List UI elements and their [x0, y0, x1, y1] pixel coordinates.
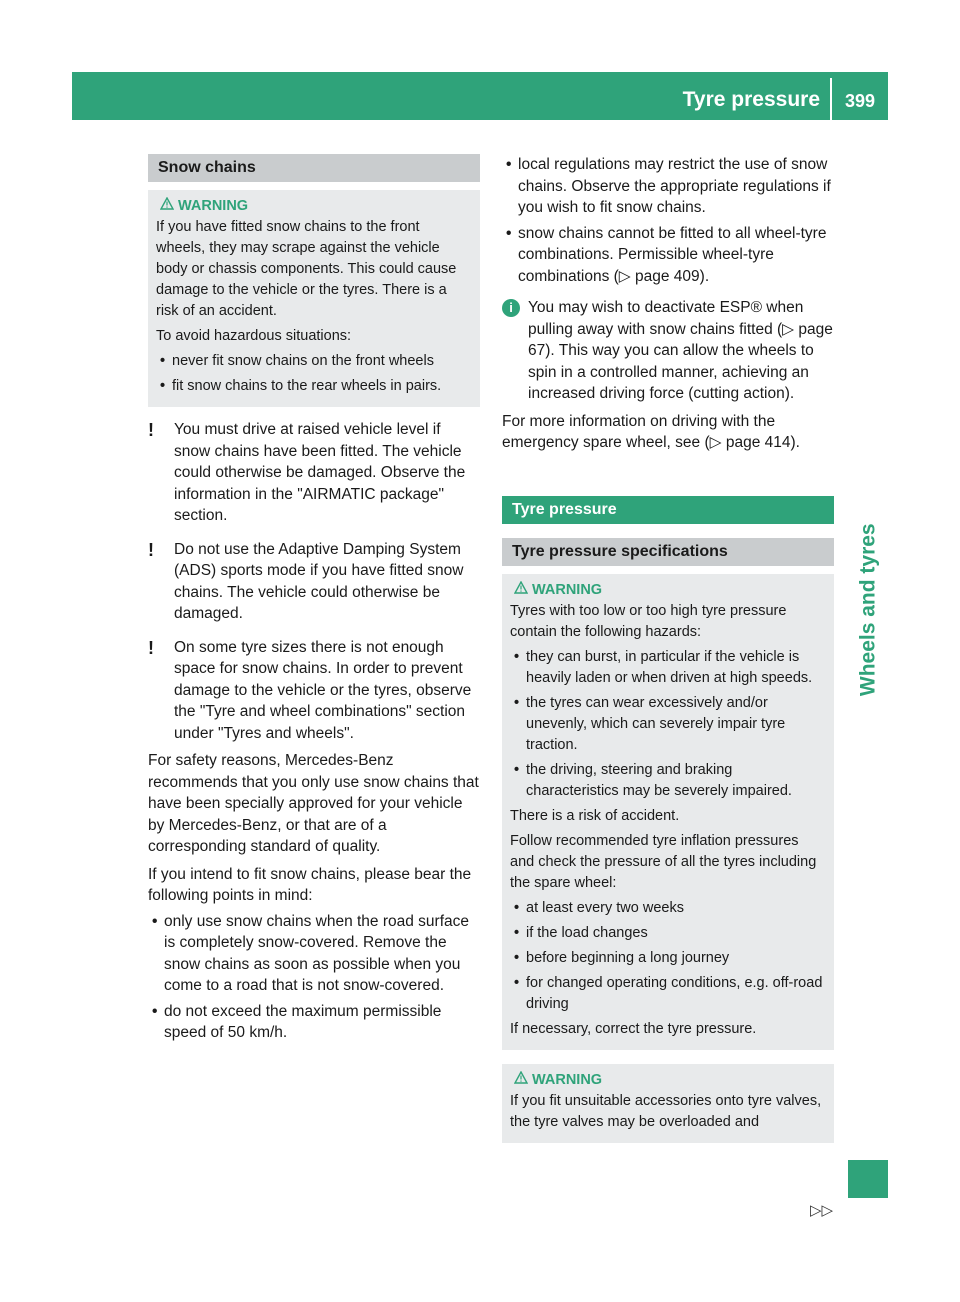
body-paragraph: For safety reasons, Mercedes-Benz recommends that you only use snow chains that have been specially approved for your vehicle by Mercedes-Benz, or that are of a corresponding standard of quality. — [148, 752, 479, 855]
warning-triangle-icon — [514, 1070, 532, 1091]
warning-bullet: • at least every two weeks — [510, 898, 826, 919]
exclamation-icon: ! — [148, 637, 154, 658]
warning-bullet: • never fit snow chains on the front wheels — [156, 351, 472, 372]
body-paragraph: If you intend to fit snow chains, please bear the following points in mind: — [148, 865, 472, 904]
list-item: • local regulations may restrict the use of snow chains. Observe the appropriate regulations if you wish to fit snow chains. — [502, 154, 834, 219]
warning-title — [510, 580, 826, 601]
warning-text: If you have fitted snow chains to the front wheels, they may scrape against the vehicle body or chassis components. This could cause damage to the vehicle or the tyres. There is a risk of an accident. — [156, 219, 457, 319]
page-title: Tyre pressure — [682, 88, 820, 111]
exclamation-icon: ! — [148, 539, 154, 560]
caution-note — [148, 637, 480, 745]
warning-label: WARNING — [178, 198, 249, 214]
warning-box — [148, 190, 480, 407]
warning-label: WARNING — [532, 581, 603, 598]
warning-text: If you fit unsuitable accessories onto tyre valves, the tyre valves may be overloaded and — [510, 1092, 822, 1130]
note-text: On some tyre sizes there is not enough space for snow chains. In order to prevent damage to the vehicle or the tyres, observe the "Tyre and wheel combinations" section under "Tyres and wheels". — [174, 638, 472, 742]
continue-marker: ▷▷ — [810, 1202, 834, 1219]
warning-text: If necessary, correct the tyre pressure. — [510, 1020, 757, 1037]
side-marker-block — [848, 1160, 888, 1198]
warning-bullet: • fit snow chains to the rear wheels in pairs. — [156, 376, 472, 397]
warning-bullet: • the tyres can wear excessively and/or unevenly, which can severely impair tyre traction. — [510, 693, 826, 756]
note-text: You must drive at raised vehicle level if snow chains have been fitted. The vehicle could otherwise be damaged. Observe the information in the "AIRMATIC package" section. — [174, 421, 466, 524]
caution-note — [148, 539, 480, 625]
warning-bullet: • for changed operating conditions, e.g. off-road driving — [510, 973, 826, 1015]
warning-bullet: • they can burst, in particular if the vehicle is heavily laden or when driven at high speeds. — [510, 647, 826, 689]
warning-bullet: • the driving, steering and braking characteristics may be severely impaired. — [510, 760, 826, 802]
note-text: You may wish to deactivate ESP® when pulling away with snow chains fitted (▷ page 67). This way you can allow the wheels to spin in a controlled manner, achieving an increased driving force (cutting action). — [528, 299, 833, 402]
warning-bullet: • before beginning a long journey — [510, 948, 826, 969]
warning-box — [502, 574, 834, 1050]
note-text: Do not use the Adaptive Damping System (ADS) sports mode if you have fitted snow chains. The vehicle could otherwise be damaged. — [174, 540, 464, 622]
header-bar — [72, 72, 888, 120]
list-item: • only use snow chains when the road surface is completely snow-covered. Remove the snow chains as soon as possible when you come to a road that is not snow-covered. — [148, 911, 480, 997]
list-item: • do not exceed the maximum permissible speed of 50 km/h. — [148, 1001, 480, 1044]
warning-box — [502, 1064, 834, 1143]
side-tab-label: Wheels and tyres — [856, 523, 880, 697]
warning-title — [510, 1070, 826, 1091]
right-column — [502, 154, 834, 1143]
list-item: • snow chains cannot be fitted to all wheel-tyre combinations. Permissible wheel-tyre combinations (▷ page 409). — [502, 223, 834, 288]
info-icon: i — [502, 299, 520, 317]
section-heading-tyre-pressure: Tyre pressure — [502, 496, 834, 524]
body-paragraph: For more information on driving with the emergency spare wheel, see (▷ page 414). — [502, 412, 800, 451]
warning-text: Tyres with too low or too high tyre pressure contain the following hazards: — [510, 602, 787, 640]
header-divider — [830, 78, 832, 120]
side-tab — [848, 510, 888, 710]
warning-triangle-icon — [514, 580, 532, 601]
exclamation-icon: ! — [148, 420, 154, 440]
warning-title — [156, 196, 472, 217]
warning-triangle-icon — [160, 196, 178, 217]
left-column — [148, 154, 480, 1048]
caution-note — [148, 419, 480, 527]
warning-label: WARNING — [532, 1071, 603, 1088]
warning-text: Follow recommended tyre inflation pressures and check the pressure of all the tyres including the spare wheel: — [510, 832, 817, 891]
page-number: 399 — [844, 91, 876, 111]
warning-bullet: • if the load changes — [510, 923, 826, 944]
subsection-heading: Tyre pressure specifications — [502, 538, 834, 566]
section-heading-snow-chains: Snow chains — [148, 154, 480, 182]
info-note — [502, 297, 834, 405]
warning-text-2: To avoid hazardous situations: — [156, 328, 352, 344]
warning-text: There is a risk of accident. — [510, 807, 680, 824]
